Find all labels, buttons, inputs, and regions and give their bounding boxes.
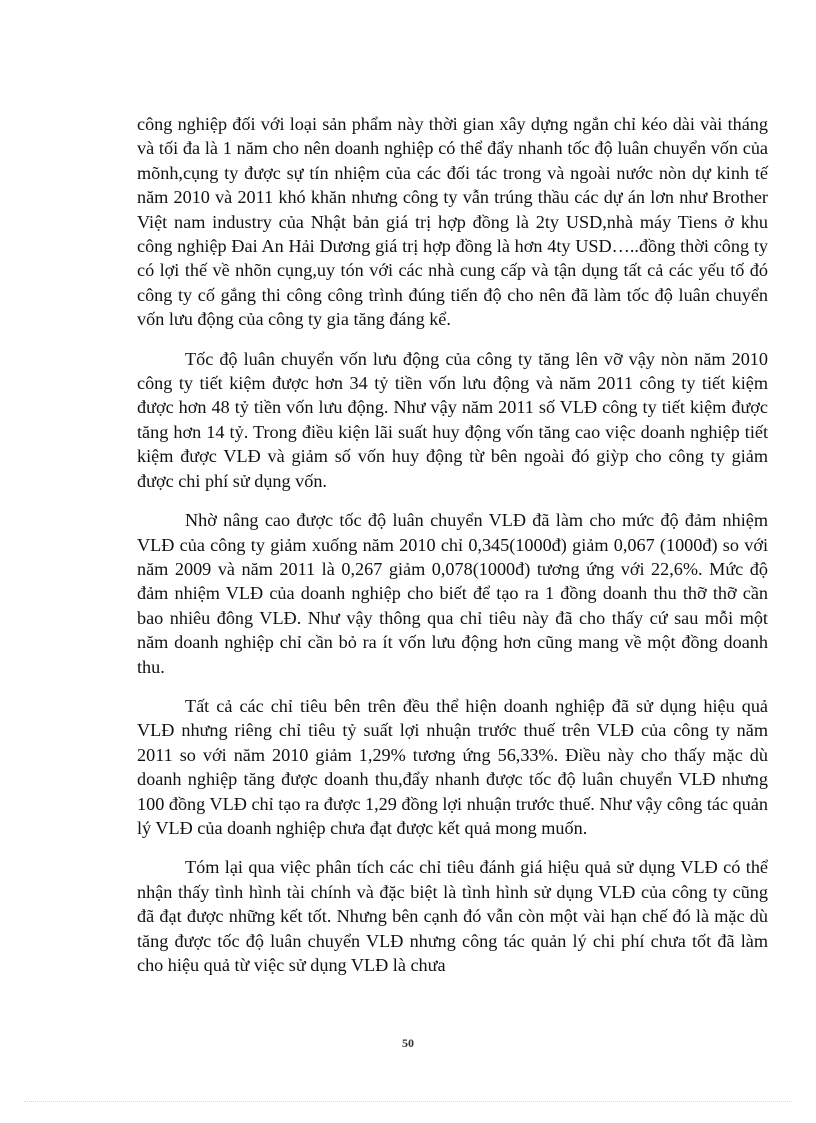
paragraph-2: Tốc độ luân chuyển vốn lưu động của công ty tăng lên vỡ vậy nòn năm 2010 công ty tiết kiệm được hơn 34 tỷ tiền vốn lưu động và năm 2011 công ty tiết kiệm được hơn 48 tỷ tiền vốn lưu động. Như vậy năm 2011 số VLĐ công ty tiết kiệm được tăng hơn 14 tỷ. Trong điều kiện lãi suất huy động vốn tăng cao việc doanh nghiệp tiết kiệm được VLĐ và giảm số vốn huy động từ bên ngoài đó giỳp cho công ty giảm được chi phí sử dụng vốn. (137, 348, 768, 491)
paragraph-5: Tóm lại qua việc phân tích các chỉ tiêu đánh giá hiệu quả sử dụng VLĐ có thể nhận thấy tình hình tài chính và đặc biệt là tình hình sử dụng VLĐ của công ty cũng đã đạt được những kết tốt. Nhưng bên cạnh đó vẫn còn một vài hạn chế đó là mặc dù tăng được tốc độ luân chuyển VLĐ nhưng công tác quản lý chi phí chưa tốt đã làm cho hiệu quả từ việc sử dụng VLĐ là chưa (137, 857, 768, 975)
page-number: 50 (402, 1036, 414, 1050)
paragraph-4: Tất cả các chỉ tiêu bên trên đều thể hiện doanh nghiệp đã sử dụng hiệu quả VLĐ nhưng riêng chỉ tiêu tỷ suất lợi nhuận trước thuế trên VLĐ của công ty năm 2011 so với năm 2010 giảm 1,29% tương ứng 56,33%. Điều này cho thấy mặc dù doanh nghiệp tăng được doanh thu,đẩy nhanh được tốc độ luân chuyển VLĐ nhưng 100 đồng VLĐ chỉ tạo ra được 1,29 đồng lợi nhuận trước thuế. Như vậy công tác quản lý VLĐ của doanh nghiệp chưa đạt được kết quả mong muốn. (137, 695, 768, 838)
page-bottom-divider (24, 1101, 792, 1102)
paragraph-3: Nhờ nâng cao được tốc độ luân chuyển VLĐ đã làm cho mức độ đảm nhiệm VLĐ của công ty giảm xuống năm 2010 chỉ 0,345(1000đ) giảm 0,067 (1000đ) so với năm 2009 và năm 2011 là 0,267 giảm 0,078(1000đ) tương ứng với 22,6%. Mức độ đảm nhiệm VLĐ của doanh nghiệp cho biết để tạo ra 1 đồng doanh thu thỡ thỡ cần bao nhiêu đông VLĐ. Như vậy thông qua chỉ tiêu này đã cho thấy cứ sau mỗi một năm doanh nghiệp chỉ cần bỏ ra ít vốn lưu động hơn cũng mang về một đồng doanh thu. (137, 510, 768, 677)
body-text (137, 112, 768, 992)
paragraph-1: công nghiệp đối với loại sản phẩm này thời gian xây dựng ngắn chỉ kéo dài vài tháng và tối đa là 1 năm cho nên doanh nghiệp có thể đẩy nhanh tốc độ luân chuyển vốn của mõnh,cụng ty được sự tín nhiệm của các đối tác trong và ngoài nước nòn dự kinh tế năm 2010 và 2011 khó khăn nhưng công ty vẫn trúng thầu các dự án lơn như Brother Việt nam industry của Nhật bản giá trị hợp đồng là 2ty USD,nhà máy Tiens ở khu công nghiệp Đai An Hải Dương giá trị hợp đồng là hơn 4ty USD…..đồng thời công ty có lợi thế về nhõn cụng,uy tón với các nhà cung cấp và tận dụng tất cả các yếu tố đó công ty cố gắng thi công công trình đúng tiến độ cho nên đã làm tốc độ luân chuyển vốn lưu động của công ty gia tăng đáng kể. (137, 114, 768, 330)
